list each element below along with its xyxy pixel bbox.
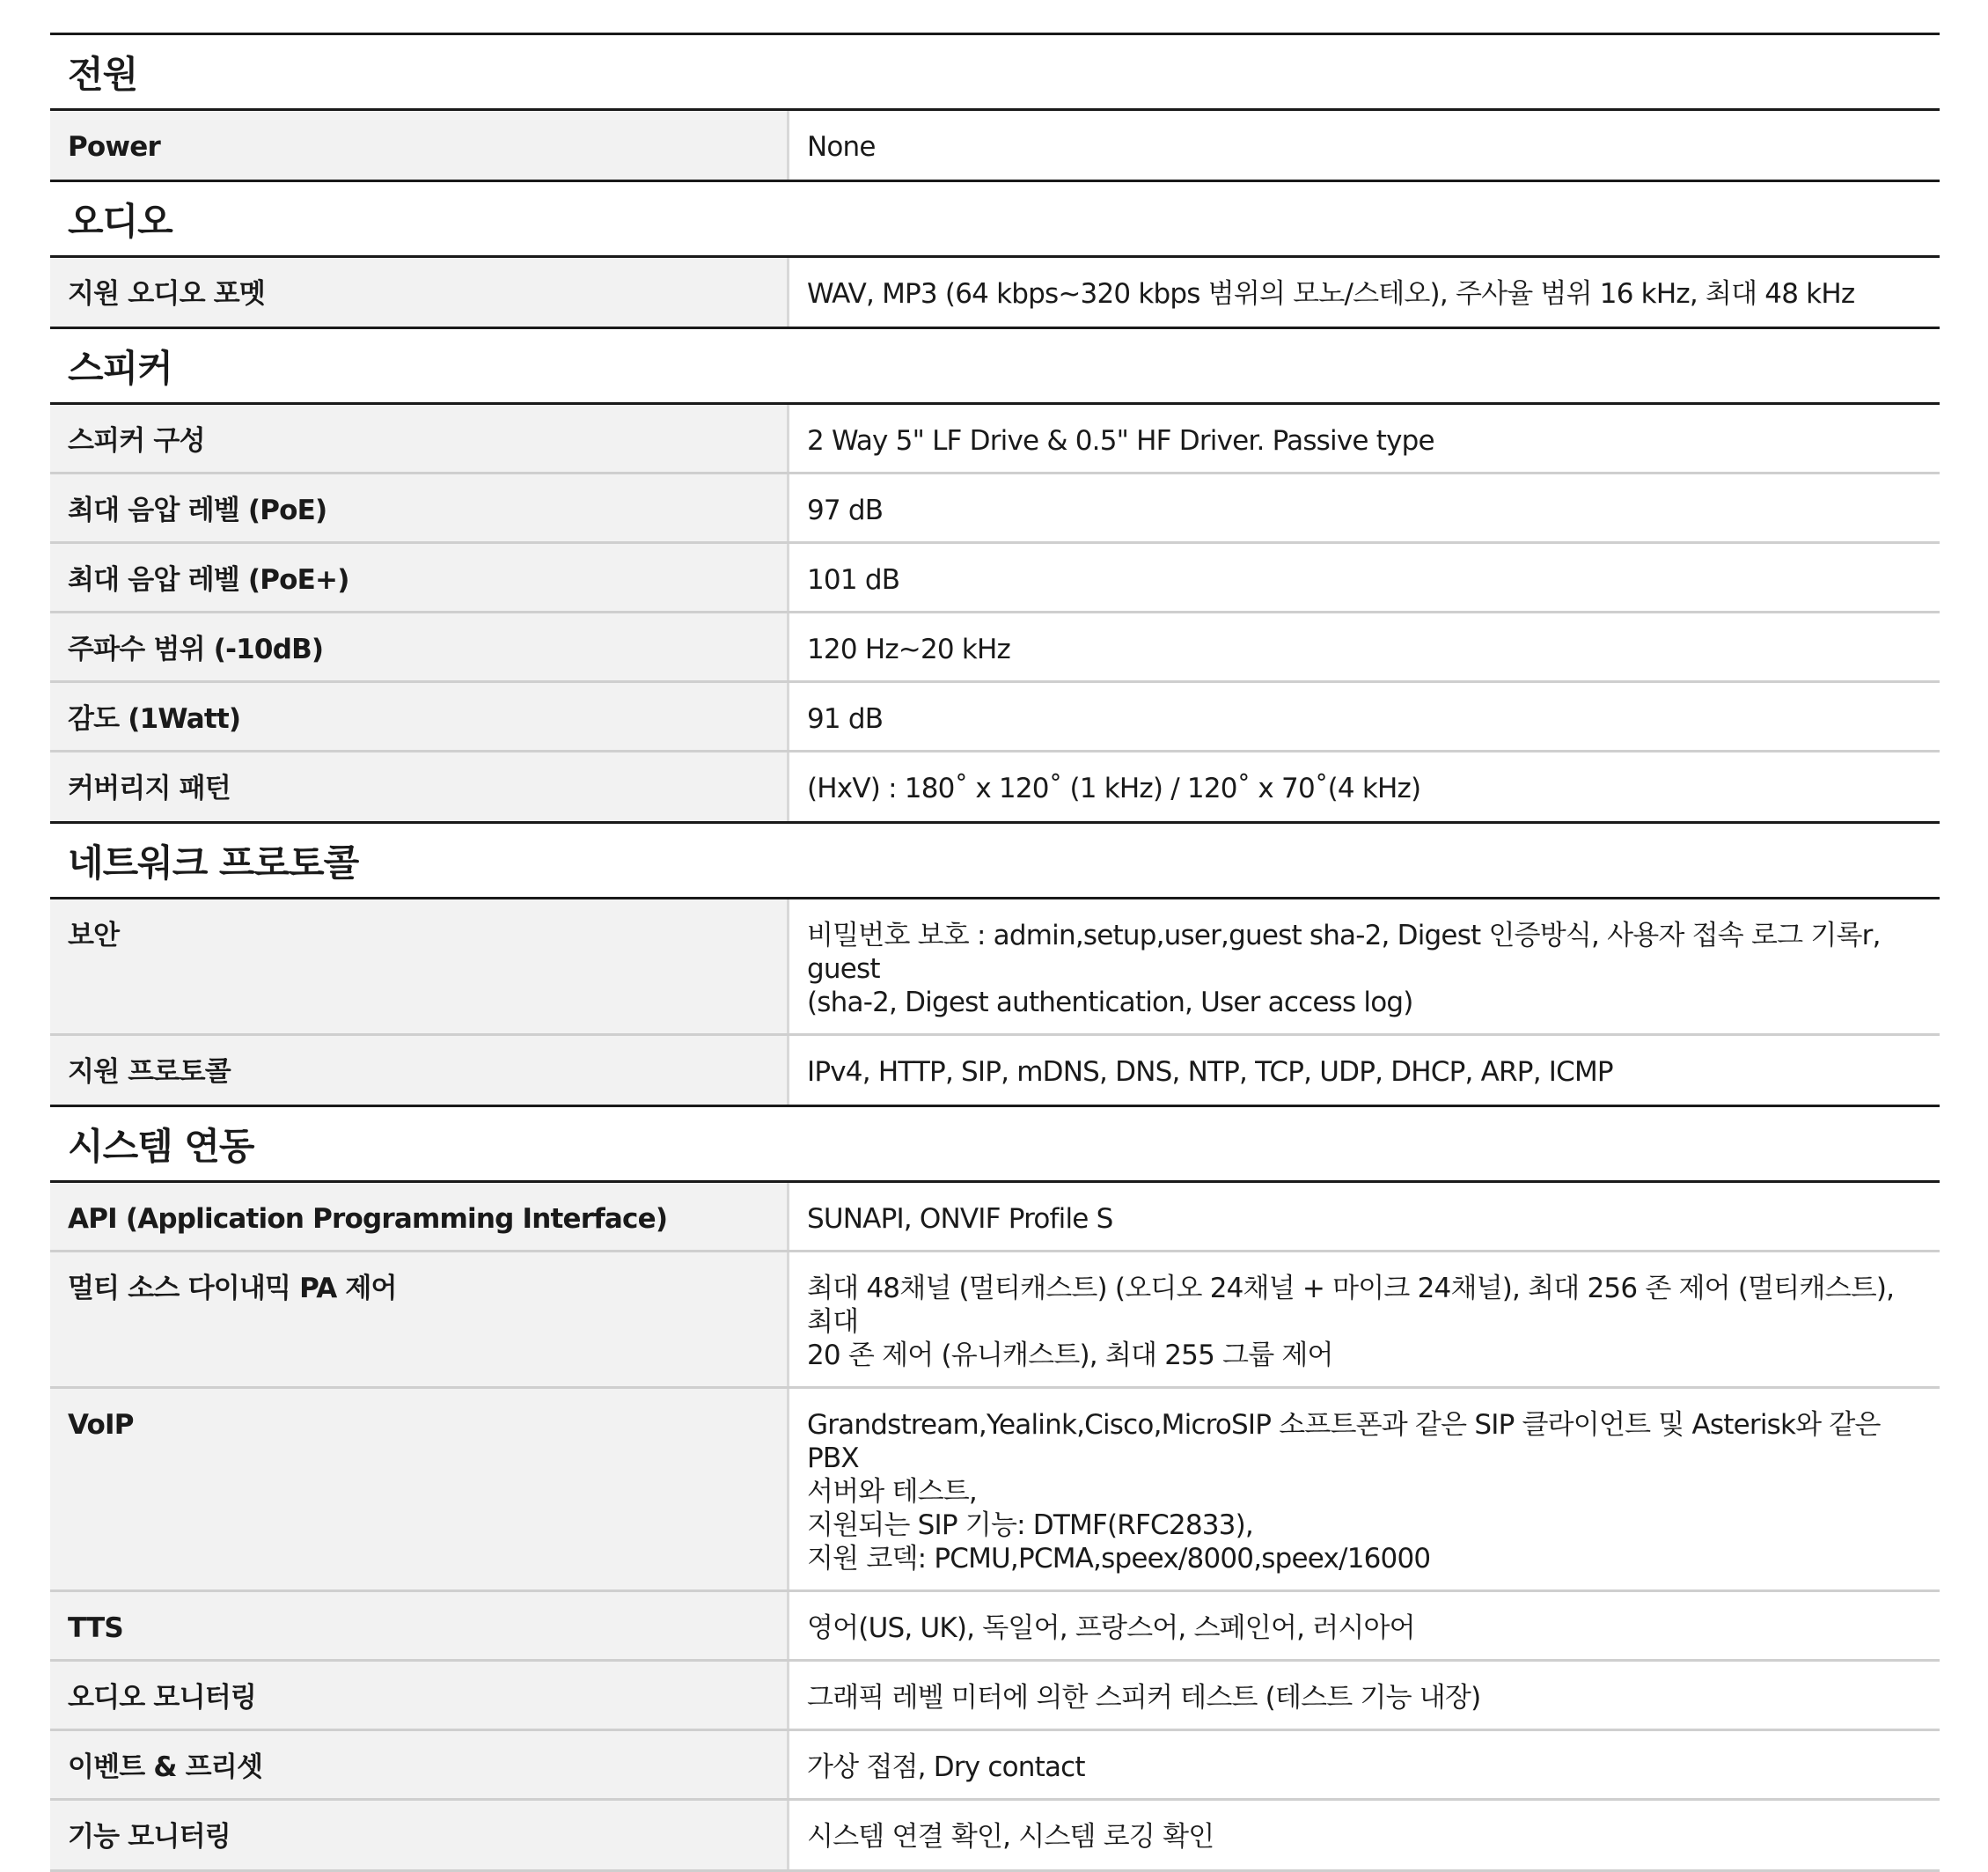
spec-value-line: 가상 접점, Dry contact: [807, 1751, 1085, 1783]
spec-value: [789, 1389, 1940, 1589]
spec-value-line: 101 dB: [807, 564, 900, 596]
spec-label: 주파수 범위 (-10dB): [50, 613, 789, 680]
spec-row: [50, 1252, 1940, 1389]
spec-value-line: Grandstream,Yealink,Cisco,MicroSIP 소프트폰과 같은 SIP 클라이언트 및 Asterisk와 같은 PBX: [807, 1409, 1881, 1474]
spec-value-line: 서버와 테스트,: [807, 1476, 977, 1508]
spec-label: 지원 프로토콜: [50, 1036, 789, 1105]
spec-value: [789, 544, 1940, 611]
spec-value-line: None: [807, 131, 876, 163]
spec-table: [50, 33, 1940, 1872]
spec-label: 기능 모니터링: [50, 1801, 789, 1869]
spec-label: 최대 음압 레벨 (PoE+): [50, 544, 789, 611]
section-title: 전원: [50, 35, 1940, 111]
spec-value-line: (sha-2, Digest authentication, User access log): [807, 987, 1413, 1018]
spec-row: [50, 1389, 1940, 1592]
spec-label: TTS: [50, 1592, 789, 1659]
section-title: 시스템 연동: [50, 1107, 1940, 1183]
section-title: 스피커: [50, 329, 1940, 405]
spec-label: 커버리지 패턴: [50, 752, 789, 821]
spec-value-line: SUNAPI, ONVIF Profile S: [807, 1203, 1113, 1235]
spec-value-line: WAV, MP3 (64 kbps~320 kbps 범위의 모노/스테오), 주사율 범위 16 kHz, 최대 48 kHz: [807, 278, 1855, 310]
spec-row: [50, 1183, 1940, 1252]
spec-label: 스피커 구성: [50, 405, 789, 472]
spec-value: [789, 1252, 1940, 1386]
spec-value-line: 영어(US, UK), 독일어, 프랑스어, 스페인어, 러시아어: [807, 1612, 1415, 1644]
spec-value-line: 91 dB: [807, 703, 884, 735]
spec-value-line: 97 dB: [807, 495, 884, 526]
spec-label: API (Application Programming Interface): [50, 1183, 789, 1250]
spec-label: 이벤트 & 프리셋: [50, 1731, 789, 1798]
spec-value: [789, 474, 1940, 541]
spec-row: [50, 1662, 1940, 1731]
spec-value-line: 20 존 제어 (유니캐스트), 최대 255 그룹 제어: [807, 1340, 1333, 1371]
spec-label: 멀티 소스 다이내믹 PA 제어: [50, 1252, 789, 1386]
spec-value: [789, 752, 1940, 821]
spec-value-line: IPv4, HTTP, SIP, mDNS, DNS, NTP, TCP, UDP, DHCP, ARP, ICMP: [807, 1056, 1613, 1088]
spec-value-line: 최대 48채널 (멀티캐스트) (오디오 24채널 + 마이크 24채널), 최대 256 존 제어 (멀티캐스트), 최대: [807, 1273, 1895, 1338]
spec-value: [789, 683, 1940, 750]
spec-value: [789, 899, 1940, 1033]
spec-value-line: 2 Way 5" LF Drive & 0.5" HF Driver. Passive type: [807, 425, 1434, 457]
spec-value: [789, 613, 1940, 680]
spec-label: 감도 (1Watt): [50, 683, 789, 750]
spec-value: [789, 1036, 1940, 1105]
spec-row: [50, 899, 1940, 1036]
spec-value: [789, 1662, 1940, 1729]
spec-row: [50, 544, 1940, 613]
spec-label: VoIP: [50, 1389, 789, 1589]
spec-value-line: 지원되는 SIP 기능: DTMF(RFC2833),: [807, 1509, 1253, 1541]
spec-row: [50, 111, 1940, 180]
spec-section: [50, 327, 1940, 821]
spec-value-line: 그래픽 레벨 미터에 의한 스피커 테스트 (테스트 기능 내장): [807, 1682, 1481, 1714]
spec-section: [50, 180, 1940, 327]
spec-row: [50, 405, 1940, 474]
spec-value-line: 지원 코덱: PCMU,PCMA,speex/8000,speex/16000: [807, 1543, 1431, 1575]
spec-value: [789, 1183, 1940, 1250]
spec-row: [50, 1731, 1940, 1801]
spec-section: [50, 1105, 1940, 1869]
spec-value: [789, 111, 1940, 180]
spec-row: [50, 1592, 1940, 1662]
spec-value: [789, 1801, 1940, 1869]
spec-row: [50, 752, 1940, 821]
spec-value-line: 비밀번호 보호 : admin,setup,user,guest sha-2, Digest 인증방식, 사용자 접속 로그 기록r, guest: [807, 920, 1881, 985]
spec-value-line: (HxV) : 180˚ x 120˚ (1 kHz) / 120˚ x 70˚(4 kHz): [807, 773, 1421, 804]
spec-value-line: 120 Hz~20 kHz: [807, 634, 1011, 665]
spec-value: [789, 258, 1940, 327]
section-title: 네트워크 프로토콜: [50, 824, 1940, 899]
spec-label: 지원 오디오 포멧: [50, 258, 789, 327]
section-title: 오디오: [50, 182, 1940, 258]
spec-section: [50, 33, 1940, 180]
spec-section: [50, 821, 1940, 1105]
spec-row: [50, 1801, 1940, 1869]
spec-label: Power: [50, 111, 789, 180]
spec-value: [789, 405, 1940, 472]
spec-row: [50, 474, 1940, 544]
spec-row: [50, 1036, 1940, 1105]
spec-value-line: 시스템 연결 확인, 시스템 로깅 확인: [807, 1821, 1214, 1853]
spec-value: [789, 1731, 1940, 1798]
spec-value: [789, 1592, 1940, 1659]
spec-label: 오디오 모니터링: [50, 1662, 789, 1729]
spec-label: 최대 음압 레벨 (PoE): [50, 474, 789, 541]
spec-row: [50, 613, 1940, 683]
spec-label: 보안: [50, 899, 789, 1033]
spec-row: [50, 683, 1940, 752]
spec-row: [50, 258, 1940, 327]
